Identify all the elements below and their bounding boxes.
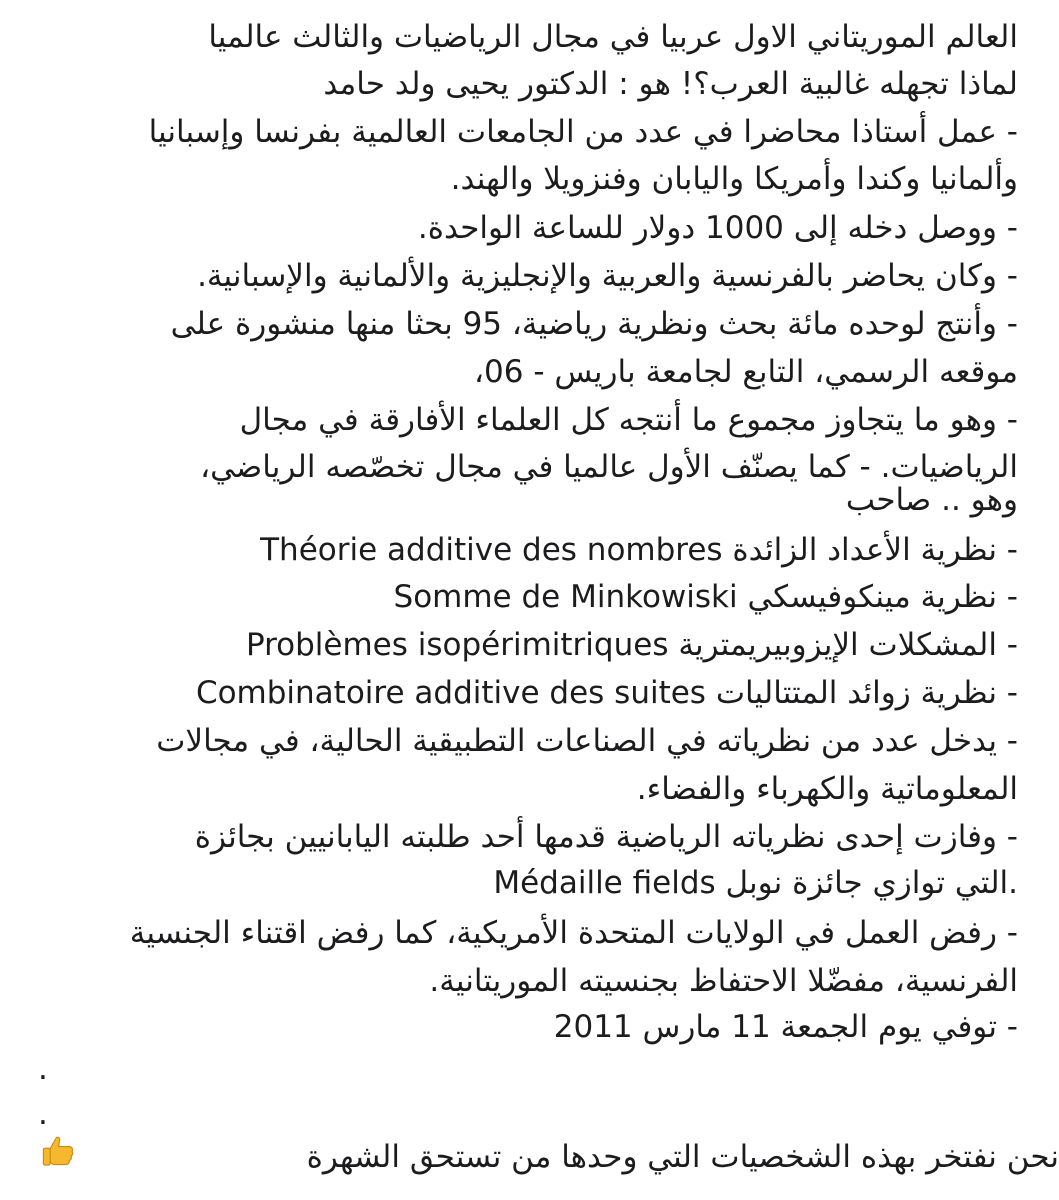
post-line: - وهو ما يتجاوز مجموع ما أنتجه كل العلماء الأفارقة في مجال — [239, 402, 1018, 438]
post-line: الرياضيات. - كما يصنّف الأول عالميا في مجال تخصّصه الرياضي، — [200, 449, 1018, 485]
post-line: الفرنسية، مفضّلا الاحتفاظ بجنسيته الموريتانية. — [429, 963, 1018, 999]
post-line: - نظرية الأعداد الزائدة Théorie additive des nombres — [260, 532, 1018, 568]
post-line: لماذا تجهله غالبية العرب؟! هو : الدكتور يحيى ولد حامد — [323, 66, 1018, 102]
post-line: العالم الموريتاني الاول عربيا في مجال الرياضيات والثالث عالميا — [208, 19, 1018, 55]
post-line: Médaille fields التي توازي جائزة نوبل. — [493, 865, 1018, 901]
post-line: وهو .. صاحب — [845, 482, 1018, 518]
post-line: - وكان يحاضر بالفرنسية والعربية والإنجليزية والألمانية والإسبانية. — [197, 258, 1018, 294]
post-line: - توفي يوم الجمعة 11 مارس 2011 — [553, 1009, 1018, 1045]
separator-dot: . — [38, 1096, 48, 1132]
post-body — [38, 2, 1018, 1198]
post-line: - المشكلات الإيزوبيريمترية Problèmes isopérimitriques — [245, 627, 1018, 663]
post-line: - عمل أستاذا محاضرا في عدد من الجامعات العالمية بفرنسا وإسبانيا — [148, 114, 1018, 150]
post-line: المعلوماتية والكهرباء والفضاء. — [636, 771, 1018, 807]
post-line: وألمانيا وكندا وأمريكا واليابان وفنزويلا والهند. — [450, 161, 1018, 197]
post-line: - نظرية مينكوفيسكي Somme de Minkowiski — [393, 579, 1018, 615]
post-line: - نظرية زوائد المتتاليات Combinatoire additive des suites — [195, 675, 1018, 711]
post-line: - ووصل دخله إلى 1000 دولار للساعة الواحدة. — [417, 210, 1018, 246]
separator-dot: . — [38, 1051, 48, 1087]
post-line: موقعه الرسمي، التابع لجامعة باريس - 06، — [474, 354, 1018, 390]
post-line: - وفازت إحدى نظرياته الرياضية قدمها أحد طلبته اليابانيين بجائزة — [194, 819, 1018, 855]
post-line: - يدخل عدد من نظرياته في الصناعات التطبيقية الحالية، في مجالات — [156, 723, 1018, 759]
closing-line: نحن نفتخر بهذه الشخصيات التي وحدها من تستحق الشهرة — [306, 1139, 1059, 1175]
post-line: - رفض العمل في الولايات المتحدة الأمريكية، كما رفض اقتناء الجنسية — [129, 915, 1018, 951]
post-line: - وأنتج لوحده مائة بحث ونظرية رياضية، 95 بحثا منها منشورة على — [170, 306, 1018, 342]
